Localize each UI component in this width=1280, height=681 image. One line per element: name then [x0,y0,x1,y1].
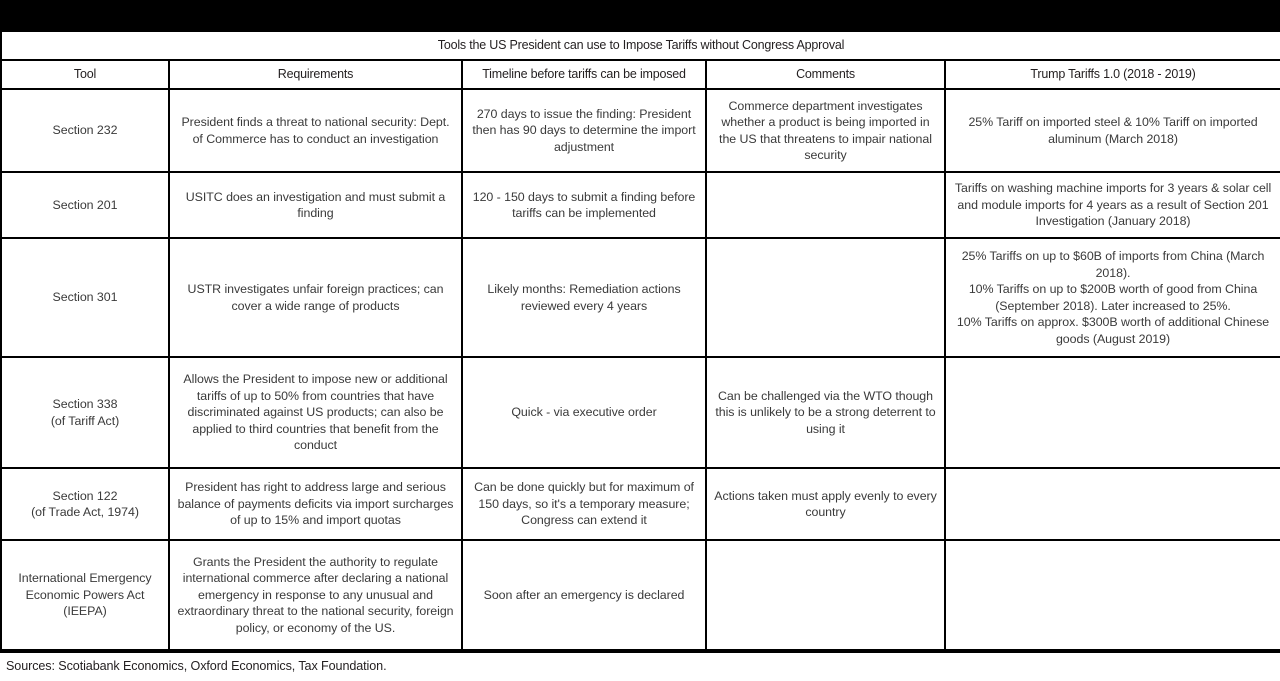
cell-comments: Commerce department investigates whether a product is being imported in the US that threatens to impair national security [706,89,945,172]
table-container [0,30,1280,681]
cell-tool [1,89,169,172]
cell-timeline: 270 days to issue the finding: President then has 90 days to determine the import adjustment [462,89,706,172]
column-header-comments: Comments [706,60,945,89]
tariff-line: 10% Tariffs on approx. $300B worth of additional Chinese goods (August 2019) [956,315,1270,346]
tool-name: Section 232 [52,123,118,138]
tool-name: Section 201 [52,197,118,212]
tariff-line: 25% Tariffs on up to $60B of imports from China (March 2018). [961,249,1265,280]
table-row [1,172,1280,238]
cell-tool [1,540,169,650]
tool-name: Section 301 [52,290,118,305]
cell-requirements: Grants the President the authority to regulate international commerce after declaring a national emergency in response to any unusual and extraordinary threat to the national security, foreign policy, or economy of the US. [169,540,462,650]
cell-timeline: Likely months: Remediation actions reviewed every 4 years [462,238,706,357]
tool-subtitle: (of Tariff Act) [50,413,120,428]
cell-trump-tariffs [945,468,1280,540]
cell-requirements: President finds a threat to national security: Dept. of Commerce has to conduct an investigation [169,89,462,172]
cell-trump-tariffs [945,357,1280,468]
cell-tool [1,357,169,468]
cell-trump-tariffs: Tariffs on washing machine imports for 3 years & solar cell and module imports for 4 years as a result of Section 201 Investigation (January 2018) [945,172,1280,238]
cell-trump-tariffs [945,238,1280,357]
cell-trump-tariffs [945,540,1280,650]
cell-comments [706,172,945,238]
column-header-timeline: Timeline before tariffs can be imposed [462,60,706,89]
tool-name: Section 338 [52,397,118,411]
top-black-band [0,0,1280,30]
cell-tool [1,468,169,540]
table-row [1,468,1280,540]
table-header-row [1,60,1280,89]
table-row [1,89,1280,172]
tool-name: Section 122 [52,488,118,503]
column-header-trump-tariffs: Trump Tariffs 1.0 (2018 - 2019) [945,60,1280,89]
cell-tool [1,172,169,238]
cell-tool [1,238,169,357]
cell-comments: Actions taken must apply evenly to every country [706,468,945,540]
cell-timeline: 120 - 150 days to submit a finding before tariffs can be implemented [462,172,706,238]
table-title-row [1,31,1280,60]
sources-footnote: Sources: Scotiabank Economics, Oxford Economics, Tax Foundation. [0,651,1280,681]
tool-subtitle: (of Trade Act, 1974) [31,505,139,519]
cell-timeline: Soon after an emergency is declared [462,540,706,650]
cell-requirements: Allows the President to impose new or additional tariffs of up to 50% from countries that have discriminated against US products; can also be applied to third countries that benefit from the conduct [169,357,462,468]
column-header-tool: Tool [1,60,169,89]
cell-requirements: President has right to address large and serious balance of payments deficits via import surcharges of up to 15% and import quotas [169,468,462,540]
cell-comments: Can be challenged via the WTO though this is unlikely to be a strong deterrent to using it [706,357,945,468]
tariff-tools-table [0,30,1280,651]
table-row [1,540,1280,650]
tariff-line: 10% Tariffs on up to $200B worth of good from China (September 2018). Later increased to 25%. [968,282,1258,313]
cell-timeline: Can be done quickly but for maximum of 150 days, so it's a temporary measure; Congress can extend it [462,468,706,540]
tool-subtitle: (IEEPA) [63,604,107,619]
column-header-requirements: Requirements [169,60,462,89]
cell-requirements: USITC does an investigation and must submit a finding [169,172,462,238]
tool-name: International Emergency Economic Powers Act [18,571,152,602]
cell-trump-tariffs: 25% Tariff on imported steel & 10% Tariff on imported aluminum (March 2018) [945,89,1280,172]
cell-timeline: Quick - via executive order [462,357,706,468]
cell-comments [706,540,945,650]
cell-comments [706,238,945,357]
page-title: Tools the US President can use to Impose Tariffs without Congress Approval [1,31,1280,60]
cell-requirements: USTR investigates unfair foreign practices; can cover a wide range of products [169,238,462,357]
table-row [1,357,1280,468]
table-row [1,238,1280,357]
